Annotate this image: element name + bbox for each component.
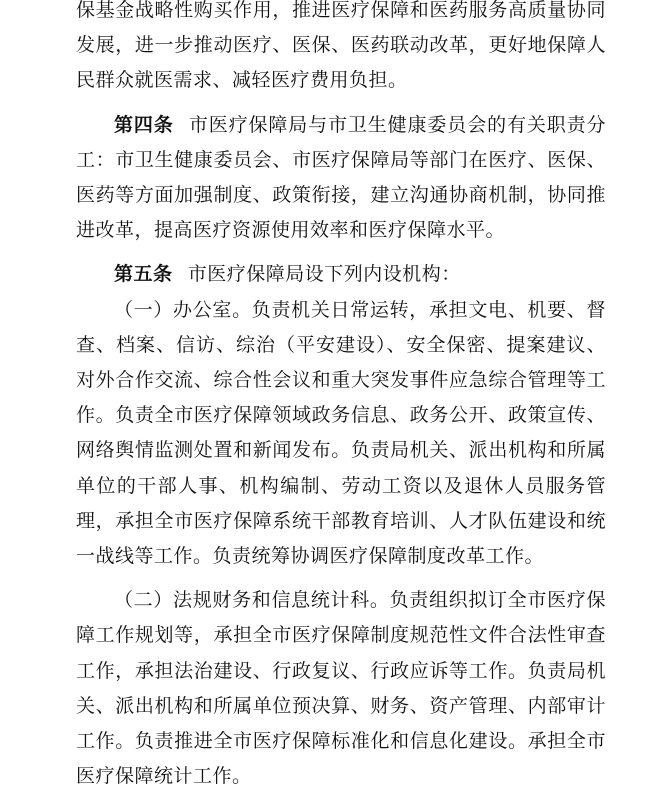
- paragraph-text: （一）办公室。负责机关日常运转，承担文电、机要、督查、档案、信访、综治（平安建设）、安全保密、提案建议、对外合作交流、综合性会议和重大突发事件应急综合管理等工作。负责全市医疗保障领域政务信息、政务公开、政策宣传、网络舆情监测处置和新闻发布。负责局机关、派出机构和所属单位的干部人事、机构编制、劳动工资以及退休人员服务管理，承担全市医疗保障系统干部教育培训、人才队伍建设和统一战线等工作。负责统筹协调医疗保障制度改革工作。: [76, 298, 606, 568]
- paragraph-text: 保基金战略性购买作用，推进医疗保障和医药服务高质量协同发展，进一步推动医疗、医保、医药联动改革，更好地保障人民群众就医需求、减轻医疗费用负担。: [76, 0, 606, 92]
- article-heading: 第四条: [114, 113, 174, 136]
- paragraph-text: 市医疗保障局设下列内设机构：: [187, 263, 461, 286]
- office-section-paragraph: [76, 293, 606, 575]
- legal-finance-section-paragraph: [76, 583, 606, 794]
- article-5-paragraph: [76, 257, 606, 292]
- article-heading: 第五条: [114, 263, 173, 286]
- paragraph-text: （二）法规财务和信息统计科。负责组织拟订全市医疗保障工作规划等，承担全市医疗保障制度规范性文件合法性审查工作，承担法治建设、行政复议、行政应诉等工作。负责局机关、派出机构和所属单位预决算、财务、资产管理、内部审计工作。负责推进全市医疗保障标准化和信息化建设。承担全市医疗保障统计工作。: [76, 589, 606, 788]
- article-4-paragraph: [76, 108, 606, 249]
- paragraph-continuation: [76, 0, 606, 99]
- paragraph-text: 市医疗保障局与市卫生健康委员会的有关职责分工：市卫生健康委员会、市医疗保障局等部门在医疗、医保、医药等方面加强制度、政策衔接，建立沟通协商机制，协同推进改革，提高医疗资源使用效率和医疗保障水平。: [76, 113, 606, 242]
